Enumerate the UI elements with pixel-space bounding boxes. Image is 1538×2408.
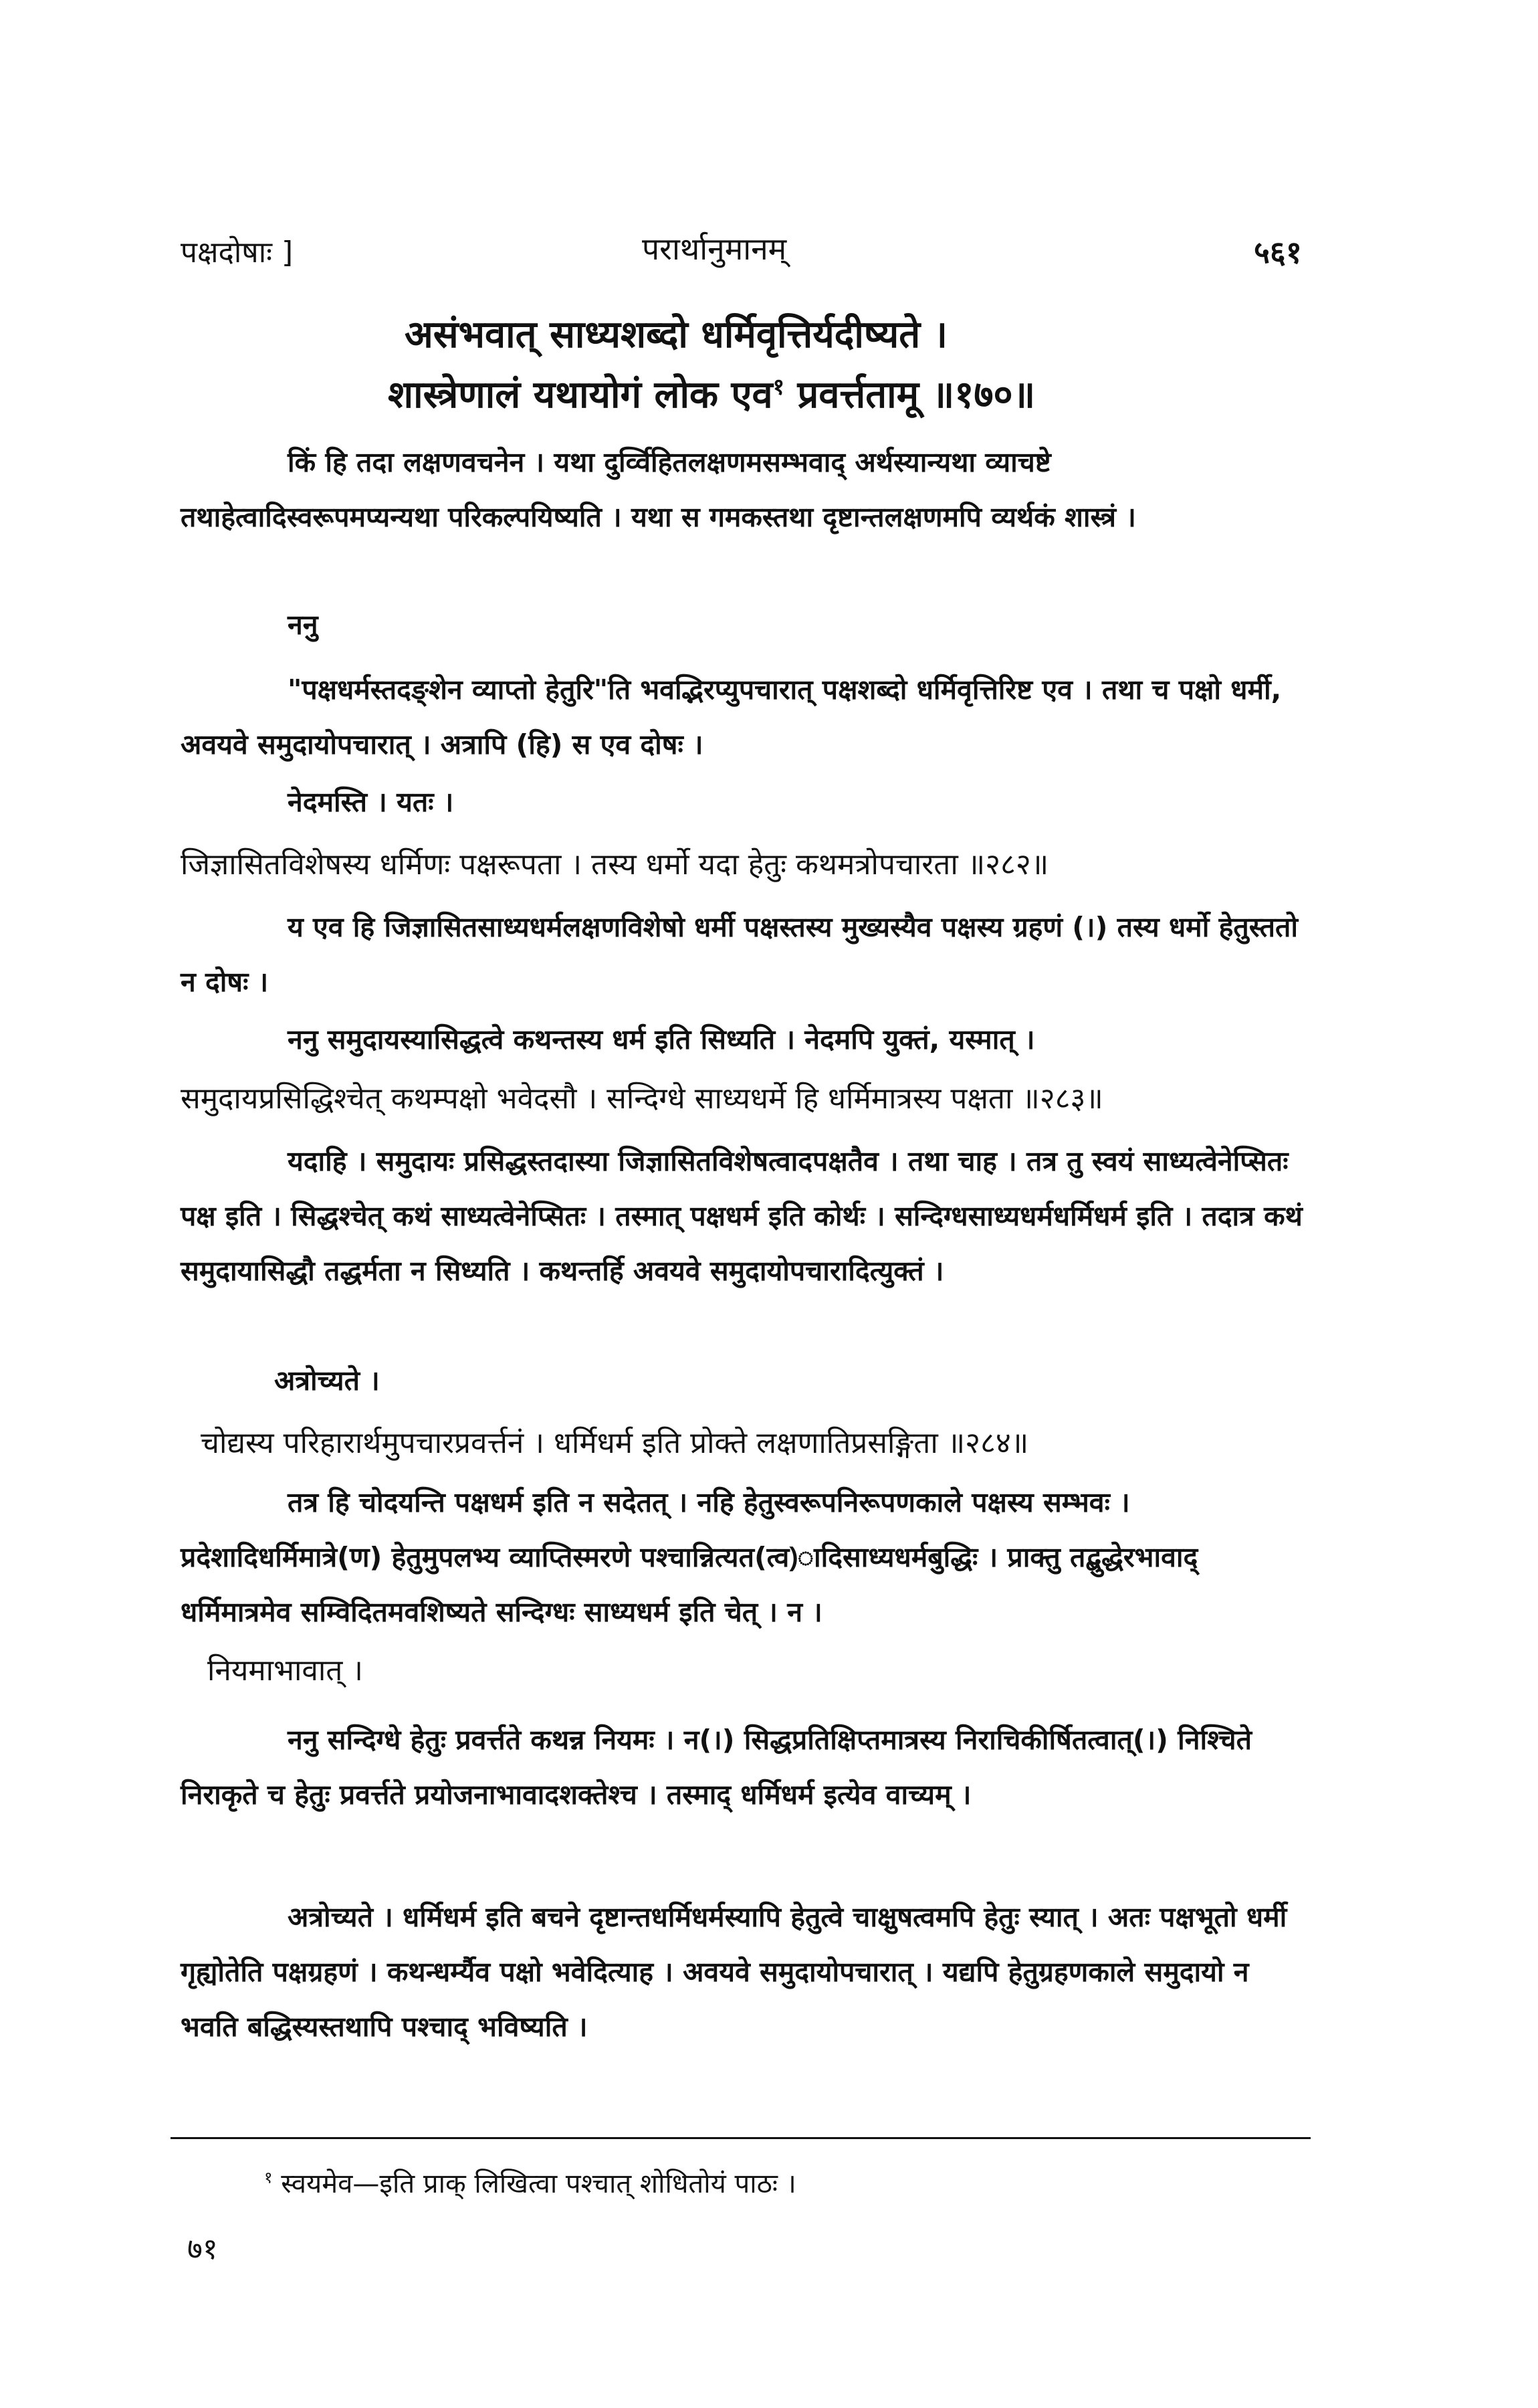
paragraph-commentary-8: अत्रोच्यते । धर्मिधर्म इति बचने दृष्टान्तधर्मिधर्मस्यापि हेतुत्वे चाक्षुषत्वमपि हेतुः स्यात् । अतः पक्षभूतो धर्मी गृह्योतेति पक्षग्रहणं । कथन्धर्म्यैव पक्षो भवेदित्याह । अवयवे समुदायोपचारात् । यद्यपि हेतुग्रहणकाले समुदायो न भवति बद्धिस्यस्तथापि पश्चाद् भविष्यति । [181, 1901, 1287, 2043]
nanu-line: ननु [288, 609, 318, 641]
verse-170-line-2 [388, 368, 1035, 419]
paragraph-commentary-7: ननु सन्दिग्धे हेतुः प्रवर्त्तते कथन्न नियमः । न(।) सिद्धप्रतिक्षिप्तमात्रस्य निराचिकीर्षितत्वात्(।) निश्चिते निराकृते च हेतुः प्रवर्त्तते प्रयोजनाभावादशक्तेश्च । तस्माद् धर्मिधर्म इत्येव वाच्यम् । [181, 1724, 1252, 1811]
paragraph-commentary-4: ननु समुदायस्यासिद्धत्वे कथन्तस्य धर्म इति सिध्यति । नेदमपि युक्तं, यस्मात् । [288, 1023, 1035, 1056]
page-number: ५६१ [1254, 234, 1302, 270]
paragraph-commentary-2: "पक्षधर्मस्तदङ्शेन व्याप्तो हेतुरि"ति भवद्भिरप्युपचारात् पक्षशब्दो धर्मिवृत्तिरिष्ट एव । तथा च पक्षो धर्मी, अवयवे समुदायोपचारात् । अत्रापि (हि) स एव दोषः । [181, 674, 1282, 761]
verse-170-line-2-end: प्रवर्त्ततामू ॥१७०॥ [784, 373, 1036, 417]
nedamasti-line: नेदमस्ति । यतः । [288, 786, 454, 818]
paragraph-commentary-3: य एव हि जिज्ञासितसाध्यधर्मलक्षणविशेषो धर्मी पक्षस्तस्य मुख्यस्यैव पक्षस्य ग्रहणं (।) तस्य धर्मो हेतुस्ततो न दोषः । [181, 911, 1299, 998]
running-title: परार्थानुमानम् [642, 231, 787, 267]
atrocyate-line: अत्रोच्यते । [274, 1365, 380, 1397]
footnote [264, 2164, 796, 2201]
paragraph-commentary-6: तत्र हि चोदयन्ति पक्षधर्म इति न सदेतत् । नहि हेतुस्वरूपनिरूपणकाले पक्षस्य सम्भवः । प्रदेशादिधर्मिमात्रे(ण) हेतुमुपलभ्य व्याप्तिस्मरणे पश्चान्नित्यत(त्व)ादिसाध्यधर्मबुद्धिः । प्राक्तु तद्बुद्धेरभावाद् धर्मिमात्रमेव सम्विदितमवशिष्यते सन्दिग्धः साध्यधर्म इति चेत् । न । [181, 1486, 1198, 1628]
section-header: पक्षदोषाः ] [181, 235, 294, 270]
paragraph-commentary-5: यदाहि । समुदायः प्रसिद्धस्तदास्या जिज्ञासितविशेषत्वादपक्षतैव । तथा चाह । तत्र तु स्वयं साध्यत्वेनेप्सितः पक्ष इति । सिद्धश्चेत् कथं साध्यत्वेनेप्सितः । तस्मात् पक्षधर्म इति कोर्थः । सन्दिग्धसाध्यधर्मधर्मिधर्म इति । तदात्र कथं समुदायासिद्धौ तद्धर्मता न सिध्यति । कथन्तर्हि अवयवे समुदायोपचारादित्युक्तं । [181, 1145, 1303, 1287]
sloka-283: समुदायप्रसिद्धिश्चेत् कथम्पक्षो भवेदसौ । सन्दिग्धे साध्यधर्मे हि धर्मिमात्रस्य पक्षता ॥२८३॥ [181, 1082, 1103, 1116]
sloka-282: जिज्ञासितविशेषस्य धर्मिणः पक्षरूपता । तस्य धर्मो यदा हेतुः कथमत्रोपचारता ॥२८२॥ [181, 847, 1049, 882]
niyama-line: नियमाभावात् । [207, 1653, 363, 1688]
footnote-text: स्वयमेव—इति प्राक् लिखित्वा पश्चात् शोधितोयं पाठः । [272, 2169, 796, 2199]
paragraph-commentary-1: किं हि तदा लक्षणवचनेन । यथा दुर्व्विहितलक्षणमसम्भवाद् अर्थस्यान्यथा व्याचष्टे तथाहेत्वादिस्वरूपमप्यन्यथा परिकल्पयिष्यति । यथा स गमकस्तथा दृष्टान्तलक्षणमपि व्यर्थकं शास्त्रं । [181, 446, 1136, 533]
footnote-ref: १ [772, 373, 785, 400]
sloka-284: चोद्यस्य परिहारार्थमुपचारप्रवर्त्तनं । धर्मिधर्म इति प्रोक्ते लक्षणातिप्रसङ्गिता ॥२८४॥ [201, 1426, 1029, 1460]
verse-170-line-1: असंभवात् साध्यशब्दो धर्मिवृत्तिर्यदीष्यते । [405, 313, 948, 357]
footnote-mark: १ [264, 2168, 273, 2187]
verse-170-line-2-text: शास्त्रेणालं यथायोगं लोक एव [388, 373, 773, 417]
footnote-divider [171, 2137, 1311, 2139]
page-signature: ७१ [187, 2232, 218, 2266]
